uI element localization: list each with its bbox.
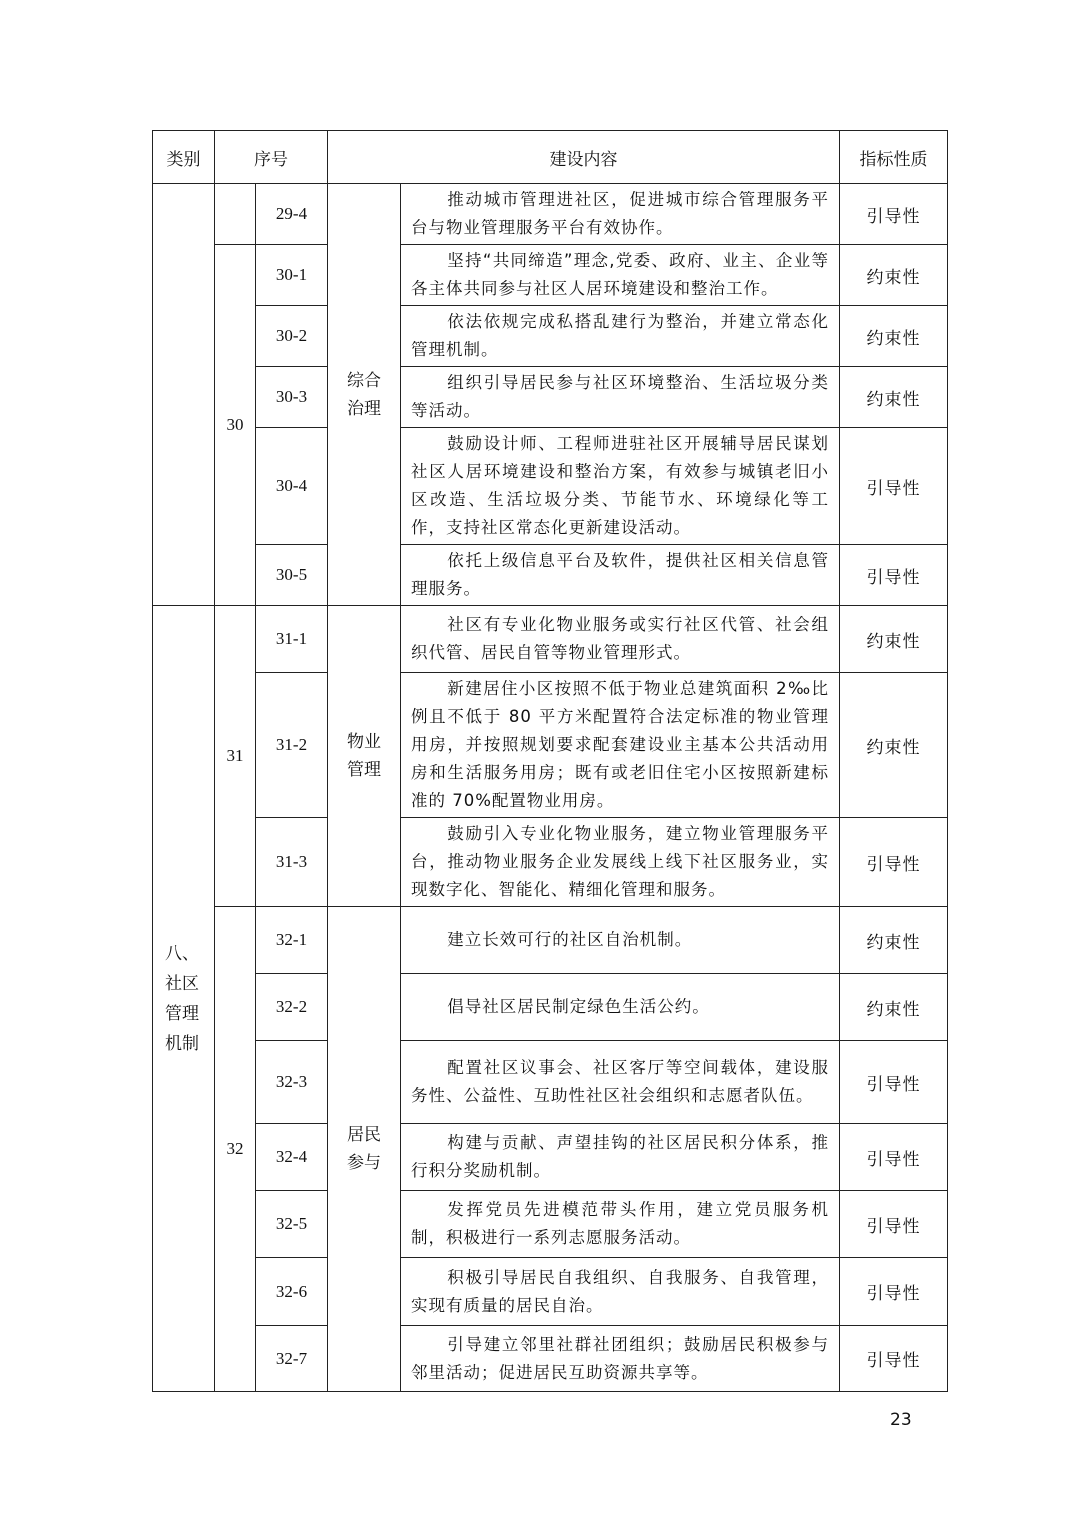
row-nature: 引导性 xyxy=(840,1326,948,1392)
row-content: 组织引导居民参与社区环境整治、生活垃圾分类等活动。 xyxy=(401,367,840,428)
subcategory-wuye xyxy=(328,606,401,907)
group-number-32: 32 xyxy=(215,907,256,1392)
row-nature: 约束性 xyxy=(840,367,948,428)
row-id: 29-4 xyxy=(256,184,328,245)
table-row xyxy=(153,818,948,907)
row-content: 配置社区议事会、社区客厅等空间载体，建设服务性、公益性、互助性社区社会组织和志愿者队伍。 xyxy=(401,1041,840,1124)
row-id: 32-3 xyxy=(256,1041,328,1124)
header-content: 建设内容 xyxy=(328,131,840,184)
row-nature: 引导性 xyxy=(840,428,948,545)
row-nature: 约束性 xyxy=(840,306,948,367)
row-nature: 约束性 xyxy=(840,907,948,974)
row-id: 32-7 xyxy=(256,1326,328,1392)
table-row xyxy=(153,306,948,367)
row-nature: 约束性 xyxy=(840,974,948,1041)
table-row xyxy=(153,545,948,606)
table-row xyxy=(153,1041,948,1124)
row-nature: 引导性 xyxy=(840,1258,948,1326)
row-content: 构建与贡献、声望挂钩的社区居民积分体系，推行积分奖励机制。 xyxy=(401,1124,840,1191)
group-cell-empty xyxy=(215,184,256,245)
row-content: 建立长效可行的社区自治机制。 xyxy=(401,907,840,974)
row-id: 31-2 xyxy=(256,673,328,818)
row-content: 倡导社区居民制定绿色生活公约。 xyxy=(401,974,840,1041)
row-content: 推动城市管理进社区，促进城市综合管理服务平台与物业管理服务平台有效协作。 xyxy=(401,184,840,245)
row-content: 依托上级信息平台及软件，提供社区相关信息管理服务。 xyxy=(401,545,840,606)
header-nature: 指标性质 xyxy=(840,131,948,184)
row-nature: 引导性 xyxy=(840,1191,948,1258)
subcategory-zonghe xyxy=(328,184,401,606)
category-cell-empty xyxy=(153,184,215,606)
table-row xyxy=(153,974,948,1041)
table-row xyxy=(153,1326,948,1392)
row-id: 31-3 xyxy=(256,818,328,907)
row-nature: 引导性 xyxy=(840,1124,948,1191)
row-nature: 引导性 xyxy=(840,1041,948,1124)
row-id: 30-5 xyxy=(256,545,328,606)
row-nature: 引导性 xyxy=(840,818,948,907)
table-row xyxy=(153,673,948,818)
group-number-30: 30 xyxy=(215,245,256,606)
row-id: 32-2 xyxy=(256,974,328,1041)
row-id: 30-4 xyxy=(256,428,328,545)
table-row xyxy=(153,1191,948,1258)
table-row xyxy=(153,1124,948,1191)
row-id: 30-2 xyxy=(256,306,328,367)
table-row xyxy=(153,367,948,428)
construction-index-table xyxy=(152,130,948,1392)
table-row xyxy=(153,245,948,306)
category-8-community-management xyxy=(153,606,215,1392)
table-row xyxy=(153,1258,948,1326)
row-id: 32-6 xyxy=(256,1258,328,1326)
subcategory-label: 综合 治理 xyxy=(347,370,381,419)
row-id: 30-1 xyxy=(256,245,328,306)
subcategory-label: 物业 管理 xyxy=(347,732,381,780)
row-nature: 约束性 xyxy=(840,245,948,306)
category-label: 八、 社区 管理 机制 xyxy=(165,943,199,1054)
row-content: 鼓励设计师、工程师进驻社区开展辅导居民谋划社区人居环境建设和整治方案，有效参与城镇老旧小区改造、生活垃圾分类、节能节水、环境绿化等工作，支持社区常态化更新建设活动。 xyxy=(401,428,840,545)
row-content: 积极引导居民自我组织、自我服务、自我管理，实现有质量的居民自治。 xyxy=(401,1258,840,1326)
row-nature: 引导性 xyxy=(840,545,948,606)
header-number: 序号 xyxy=(215,131,328,184)
table-row xyxy=(153,428,948,545)
group-number-31: 31 xyxy=(215,606,256,907)
row-id: 32-5 xyxy=(256,1191,328,1258)
row-content: 发挥党员先进模范带头作用，建立党员服务机制，积极进行一系列志愿服务活动。 xyxy=(401,1191,840,1258)
row-content: 鼓励引入专业化物业服务，建立物业管理服务平台，推动物业服务企业发展线上线下社区服务业，实现数字化、智能化、精细化管理和服务。 xyxy=(401,818,840,907)
header-category: 类别 xyxy=(153,131,215,184)
row-id: 31-1 xyxy=(256,606,328,673)
subcategory-label: 居民 参与 xyxy=(347,1125,381,1173)
row-content: 依法依规完成私搭乱建行为整治，并建立常态化管理机制。 xyxy=(401,306,840,367)
row-content: 社区有专业化物业服务或实行社区代管、社会组织代管、居民自管等物业管理形式。 xyxy=(401,606,840,673)
row-nature: 引导性 xyxy=(840,184,948,245)
row-content: 引导建立邻里社群社团组织；鼓励居民积极参与邻里活动；促进居民互助资源共享等。 xyxy=(401,1326,840,1392)
table-row xyxy=(153,184,948,245)
table-row xyxy=(153,907,948,974)
row-id: 30-3 xyxy=(256,367,328,428)
page-number: 23 xyxy=(890,1410,912,1430)
row-id: 32-1 xyxy=(256,907,328,974)
header-row xyxy=(153,131,948,184)
table-row xyxy=(153,606,948,673)
row-id: 32-4 xyxy=(256,1124,328,1191)
row-nature: 约束性 xyxy=(840,673,948,818)
row-nature: 约束性 xyxy=(840,606,948,673)
subcategory-jumin xyxy=(328,907,401,1392)
row-content: 坚持“共同缔造”理念,党委、政府、业主、企业等各主体共同参与社区人居环境建设和整治工作。 xyxy=(401,245,840,306)
row-content: 新建居住小区按照不低于物业总建筑面积 2‰比例且不低于 80 平方米配置符合法定标准的物业管理用房，并按照规划要求配套建设业主基本公共活动用房和生活服务用房；既有或老旧住宅小区按照新建标准的 70%配置物业用房。 xyxy=(401,673,840,818)
